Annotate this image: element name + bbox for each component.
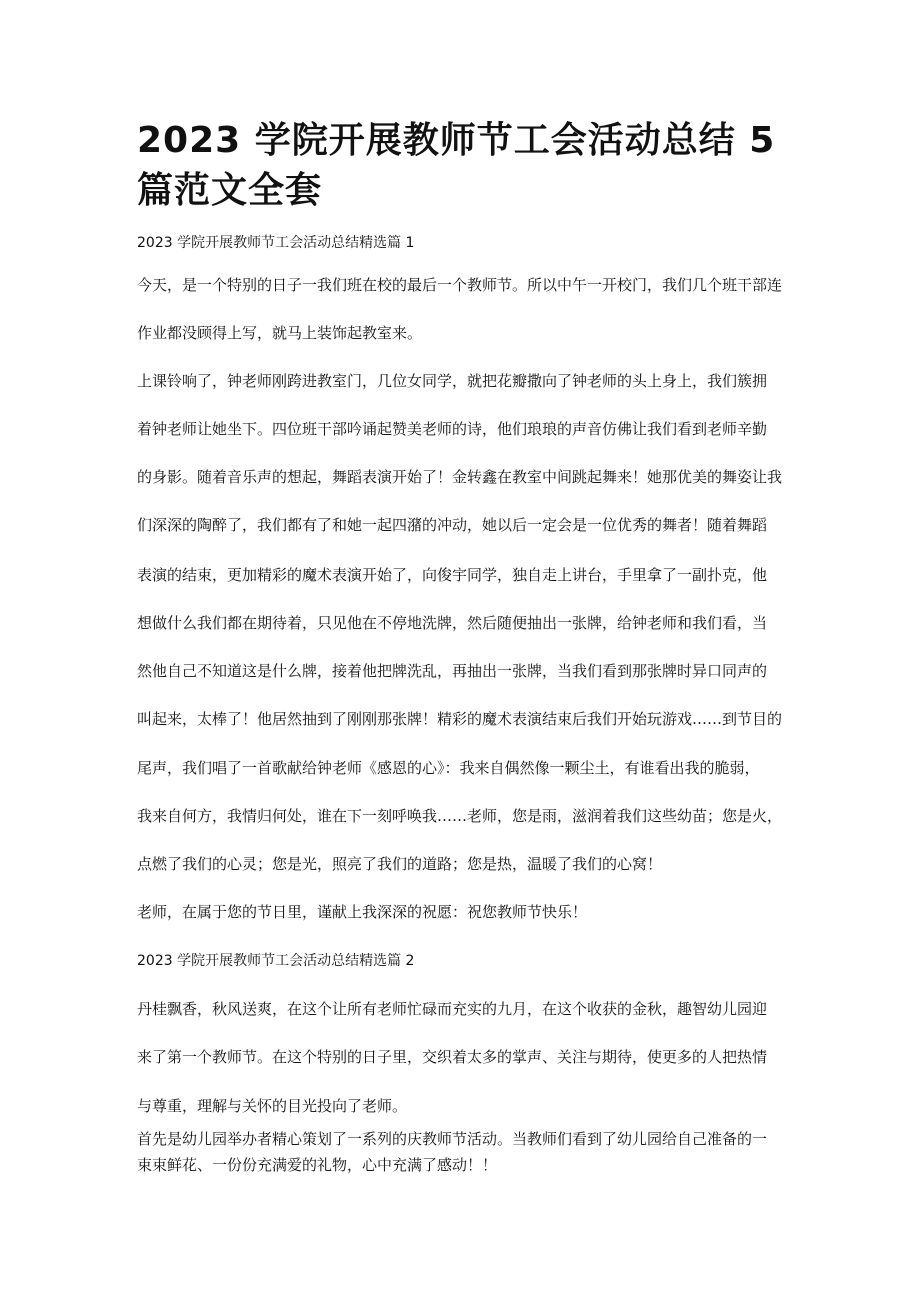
paragraph-line: 作业都没顾得上写，就马上装饰起教室来。 bbox=[137, 324, 423, 342]
paragraph-line: 老师，在属于您的节日里，谨献上我深深的祝愿：祝您教师节快乐！ bbox=[137, 903, 588, 921]
section-heading-1: 2023 学院开展教师节工会活动总结精选篇 1 bbox=[137, 235, 415, 251]
paragraph-line: 们深深的陶醉了，我们都有了和她一起四潴的冲动，她以后一定会是一位优秀的舞者！随着舞蹈 bbox=[137, 516, 768, 534]
paragraph-line: 首先是幼儿园举办者精心策划了一系列的庆教师节活动。当教师们看到了幼儿园给自己准备的一 bbox=[137, 1130, 768, 1148]
paragraph-line: 丹桂飘香，秋风送爽，在这个让所有老师忙碌而充实的九月，在这个收获的金秋，趣智幼儿园迎 bbox=[137, 1000, 768, 1018]
paragraph-line: 点燃了我们的心灵；您是光，照亮了我们的道路；您是热，温暖了我们的心窝！ bbox=[137, 855, 663, 873]
paragraph-line: 想做什么我们都在期待着，只见他在不停地洗牌，然后随便抽出一张牌，给钟老师和我们看，当 bbox=[137, 614, 768, 632]
paragraph-line: 今天，是一个特别的日子一我们班在校的最后一个教师节。所以中午一开校门，我们几个班干部连 bbox=[137, 276, 783, 294]
section-heading-2: 2023 学院开展教师节工会活动总结精选篇 2 bbox=[137, 953, 415, 969]
paragraph-line: 然他自己不知道这是什么牌，接着他把牌洗乱，再抽出一张牌，当我们看到那张牌时异口同声的 bbox=[137, 662, 768, 680]
paragraph-line: 束束鲜花、一份份充满爱的礼物，心中充满了感动！！ bbox=[137, 1156, 498, 1174]
paragraph-line: 着钟老师让她坐下。四位班干部吟诵起赞美老师的诗，他们琅琅的声音仿佛让我们看到老师辛勤 bbox=[137, 420, 768, 438]
paragraph-line: 上课铃响了，钟老师刚跨进教室门，几位女同学，就把花瓣撒向了钟老师的头上身上，我们簇拥 bbox=[137, 372, 768, 390]
paragraph-line: 的身影。随着音乐声的想起，舞蹈表演开始了！金转鑫在教室中间跳起舞来！她那优美的舞姿让我 bbox=[137, 468, 783, 486]
paragraph-line: 叫起来，太棒了！他居然抽到了刚刚那张牌！精彩的魔术表演结束后我们开始玩游戏……到节目的 bbox=[137, 710, 783, 728]
paragraph-line: 表演的结束，更加精彩的魔术表演开始了，向俊宇同学，独自走上讲台，手里拿了一副扑克，他 bbox=[137, 566, 768, 584]
paragraph-line: 我来自何方，我情归何处，谁在下一刻呼唤我……老师，您是雨，滋润着我们这些幼苗；您是火， bbox=[137, 807, 783, 825]
document-title: 2023 学院开展教师节工会活动总结 5 篇范文全套 bbox=[137, 120, 776, 211]
paragraph-line: 与尊重，理解与关怀的目光投向了老师。 bbox=[137, 1097, 408, 1115]
paragraph-line: 尾声，我们唱了一首歌献给钟老师《感恩的心》：我来自偶然像一颗尘土，有谁看出我的脆弱， bbox=[137, 759, 760, 777]
paragraph-line: 来了第一个教师节。在这个特别的日子里，交织着太多的掌声、关注与期待，使更多的人把热情 bbox=[137, 1048, 768, 1066]
